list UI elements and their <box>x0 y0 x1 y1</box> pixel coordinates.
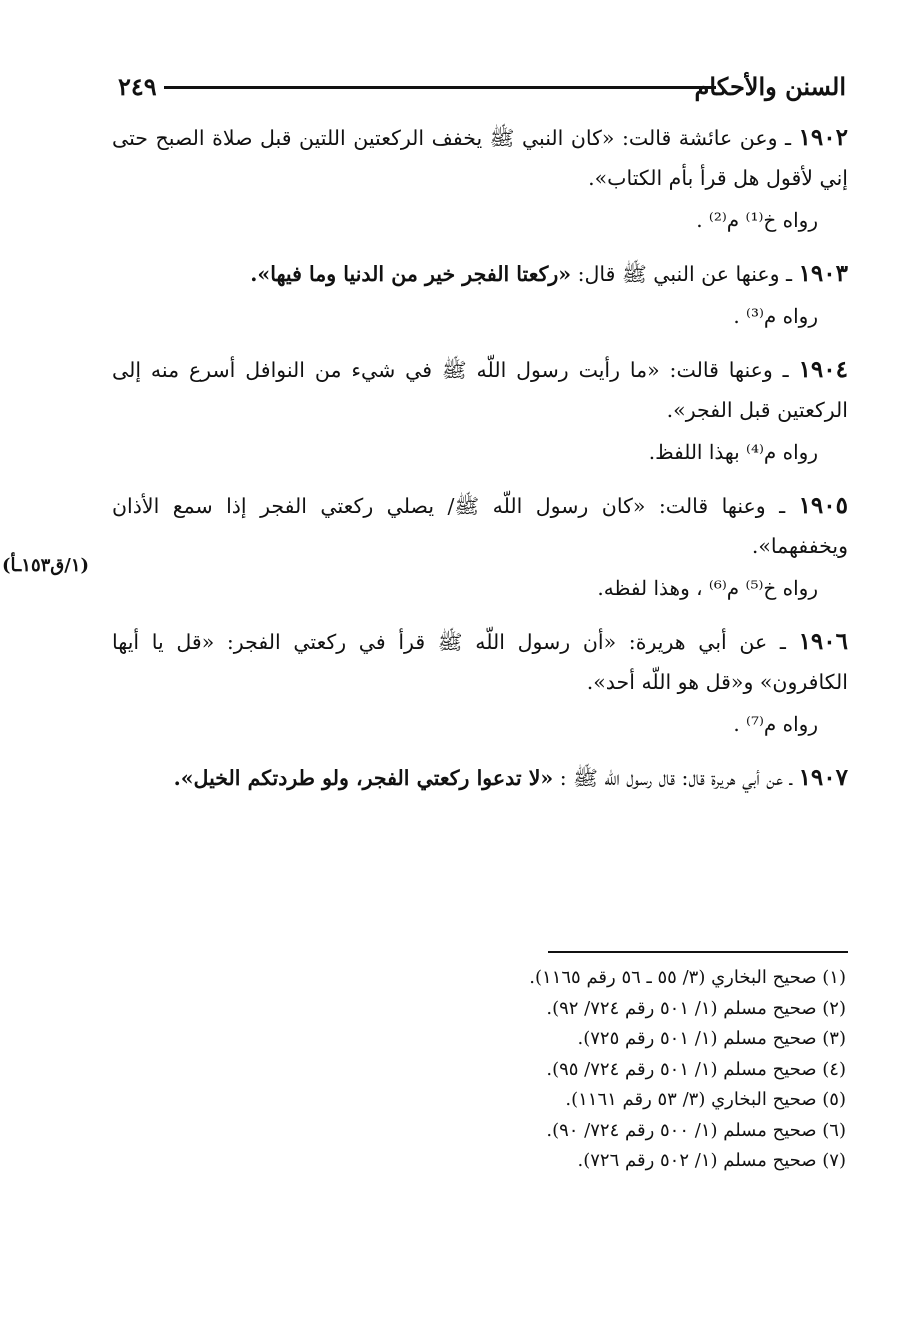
hadith-number: ١٩٠٧ <box>798 764 848 791</box>
footnote-1: (١) صحيح البخاري (٣/ ٥٥ ـ ٥٦ رقم ١١٦٥). <box>529 967 846 988</box>
hadith-intro: ـ وعن عائشة قالت: <box>614 126 792 150</box>
hadith-intro: ـ وعنها قالت: <box>659 358 789 382</box>
running-title: السنن والأحكام <box>694 72 846 101</box>
hadith-1903 <box>112 254 848 294</box>
hadith-1905 <box>112 486 848 566</box>
footnote-7: (٧) صحيح مسلم (١/ ٥٠٢ رقم ٧٢٦). <box>577 1150 846 1171</box>
hadith-1904 <box>112 350 848 430</box>
hadith-1906 <box>112 622 848 702</box>
hadith-intro: ـ وعنها قالت: <box>645 494 786 518</box>
hadith-list <box>112 118 848 800</box>
footnote-5: (٥) صحيح البخاري (٣/ ٥٣ رقم ١١٦١). <box>565 1089 846 1110</box>
hadith-text: «لا تدعوا ركعتي الفجر، ولو طردتكم الخيل». <box>173 766 554 790</box>
hadith-1902 <box>112 118 848 198</box>
hadith-1903-source: رواه م⁽³⁾ . <box>733 304 818 328</box>
hadith-number: ١٩٠٤ <box>798 356 848 383</box>
header-rule <box>164 86 716 89</box>
footnote-rule <box>548 951 848 953</box>
hadith-number: ١٩٠٣ <box>798 260 848 287</box>
footnote-6: (٦) صحيح مسلم (١/ ٥٠٠ رقم ٧٢٤/ ٩٠). <box>546 1119 846 1141</box>
hadith-number: ١٩٠٢ <box>798 124 848 151</box>
hadith-1907 <box>112 758 848 798</box>
hadith-text: «كان النبي ﷺ يخفف الركعتين اللتين قبل صلاة الصبح حتى إني لأقول هل قرأ بأم الكتاب». <box>112 126 848 190</box>
footnote-2: (٢) صحيح مسلم (١/ ٥٠١ رقم ٧٢٤/ ٩٢). <box>546 997 846 1019</box>
hadith-1906-source: رواه م⁽⁷⁾ . <box>733 712 818 736</box>
hadith-text: «ما رأيت رسول اللّه ﷺ في شيء من النوافل أسرع منه إلى الركعتين قبل الفجر». <box>112 358 848 422</box>
hadith-1904-source: رواه م⁽⁴⁾ بهذا اللفظ. <box>648 440 818 464</box>
page-number: ٢٤٩ <box>118 72 157 101</box>
hadith-text: «ركعتا الفجر خير من الدنيا وما فيها». <box>250 262 572 286</box>
page-header <box>112 70 848 106</box>
hadith-text: «أن رسول اللّه ﷺ قرأ في ركعتي الفجر: «قل يا أيها الكافرون» و«قل هو اللّه أحد». <box>112 630 848 694</box>
hadith-number: ١٩٠٥ <box>798 492 848 519</box>
hadith-number: ١٩٠٦ <box>798 628 848 655</box>
footnotes <box>326 963 846 1177</box>
hadith-intro: ـ وعنها عن النبي ﷺ قال: <box>571 262 793 286</box>
hadith-text: «كان رسول اللّه ﷺ/ يصلي ركعتي الفجر إذا سمع الأذان ويخففهما». <box>112 494 848 558</box>
hadith-1905-source: رواه خ⁽⁵⁾ م⁽⁶⁾ ، وهذا لفظه. <box>597 576 818 600</box>
footnote-3: (٣) صحيح مسلم (١/ ٥٠١ رقم ٧٢٥). <box>577 1028 846 1049</box>
footnote-4: (٤) صحيح مسلم (١/ ٥٠١ رقم ٧٢٤/ ٩٥). <box>546 1058 846 1080</box>
hadith-intro: ـ عن أبي هريرة قال: قال رسول اللّه ﷺ : <box>553 766 793 790</box>
hadith-1902-source: رواه خ⁽¹⁾ م⁽²⁾ . <box>696 208 818 232</box>
hadith-intro: ـ عن أبي هريرة: <box>616 630 786 654</box>
manuscript-folio-note: (١/ق١٥٣ـأ) <box>2 555 90 576</box>
